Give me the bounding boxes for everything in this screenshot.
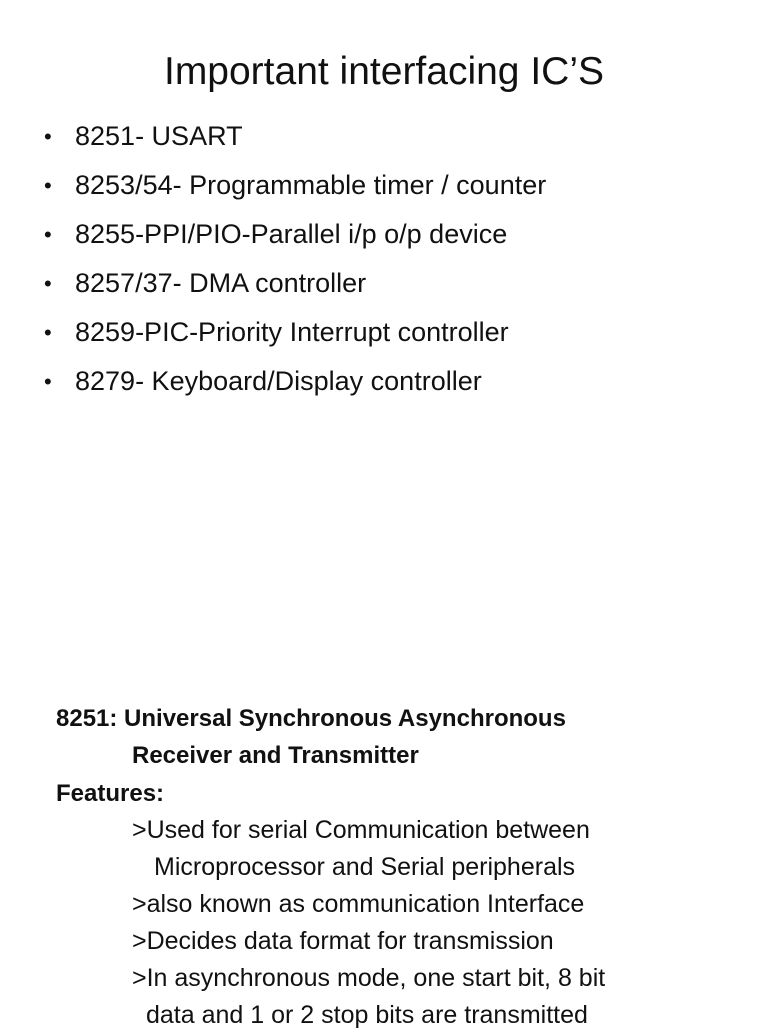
feature-item [132, 960, 605, 1034]
bullet-item-8253 [44, 161, 546, 210]
bullet-text: 8253/54- Programmable timer / counter [75, 170, 547, 200]
bullet-text: 8255-PPI/PIO-Parallel i/p o/p device [75, 219, 508, 249]
bullet-text: 8257/37- DMA controller [75, 268, 367, 298]
features-label: Features: [56, 780, 165, 807]
heading-line-1: 8251: Universal Synchronous Asynchronous [56, 705, 566, 732]
bullet-text: 8259-PIC-Priority Interrupt controller [75, 317, 509, 347]
slide-8251-usart [0, 680, 768, 1029]
feature-list [132, 812, 605, 1034]
bullet-item-8257 [44, 259, 546, 308]
feature-text-continued: Microprocessor and Serial peripherals [154, 853, 576, 881]
heading-line-2: Receiver and Transmitter [132, 742, 419, 769]
bullet-item-8251 [44, 112, 546, 161]
feature-item [132, 886, 605, 923]
bullet-dot-icon: • [44, 369, 52, 394]
feature-text: >Used for serial Communication between [132, 816, 590, 844]
bullet-item-8259 [44, 308, 546, 357]
bullet-dot-icon: • [44, 222, 52, 247]
bullet-dot-icon: • [44, 173, 52, 198]
section-heading [56, 700, 566, 774]
feature-text: >also known as communication Interface [132, 890, 585, 918]
feature-text: >Decides data format for transmission [132, 927, 554, 955]
feature-item [132, 812, 605, 886]
bullet-dot-icon: • [44, 124, 52, 149]
ic-bullet-list [44, 112, 546, 406]
bullet-text: 8279- Keyboard/Display controller [75, 366, 482, 396]
feature-text: >In asynchronous mode, one start bit, 8 bit [132, 964, 606, 992]
bullet-dot-icon: • [44, 271, 52, 296]
bullet-item-8279 [44, 357, 546, 406]
slide-title: Important interfacing IC’S [163, 50, 605, 93]
bullet-item-8255 [44, 210, 546, 259]
feature-text-continued: data and 1 or 2 stop bits are transmitted [146, 1001, 588, 1029]
feature-item [132, 923, 605, 960]
bullet-dot-icon: • [44, 320, 52, 345]
bullet-text: 8251- USART [75, 121, 243, 151]
